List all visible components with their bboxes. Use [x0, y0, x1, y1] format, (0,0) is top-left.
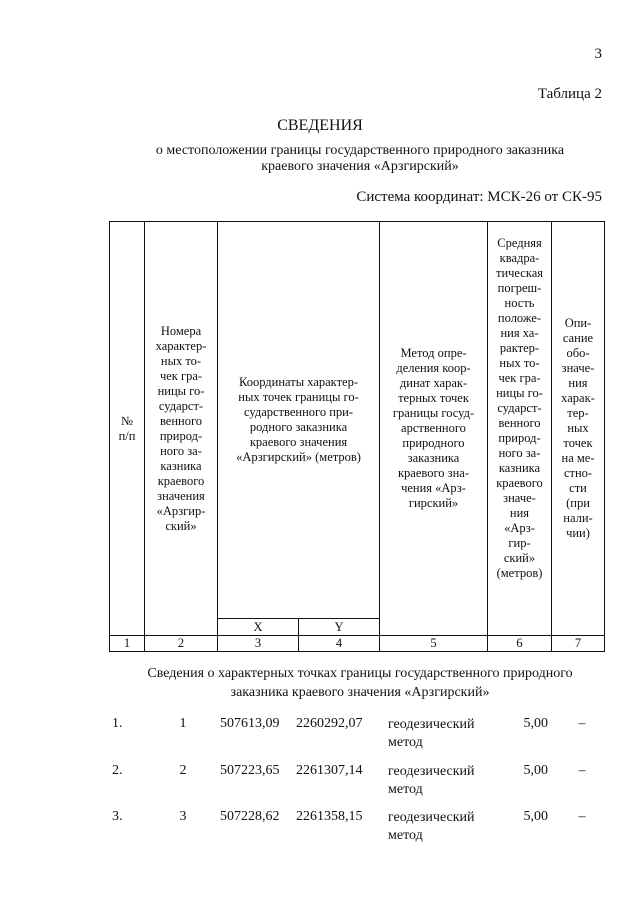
row-method	[388, 716, 488, 752]
header-table	[109, 221, 605, 652]
subtitle-line-2: краевого значения «Арзгирский»	[261, 159, 459, 174]
col-number: 3	[218, 636, 299, 652]
col-number: 7	[552, 636, 605, 652]
row-method-line-2: метод	[388, 735, 423, 750]
row-x: 507613,09	[220, 716, 280, 731]
row-method-line-1: геодезический	[388, 810, 475, 825]
coordinate-system: Система координат: МСК-26 от СК-95	[356, 189, 602, 205]
page-number: 3	[594, 46, 602, 62]
subtitle-line-1: о местоположении границы государственного природного заказника	[155, 143, 565, 158]
row-error: 5,00	[523, 809, 548, 824]
row-point: 3	[179, 809, 187, 824]
header-y: Y	[299, 619, 380, 636]
row-y: 2261358,15	[296, 809, 363, 824]
row-y: 2261307,14	[296, 763, 363, 778]
row-description: –	[578, 763, 586, 778]
row-method	[388, 763, 488, 799]
row-description: –	[578, 809, 586, 824]
row-index: 3.	[112, 809, 123, 824]
row-x: 507223,65	[220, 763, 280, 778]
col-number: 1	[110, 636, 145, 652]
table-number: Таблица 2	[537, 86, 602, 102]
row-method-line-1: геодезический	[388, 764, 475, 779]
header-point-numbers: Номера характер- ных то- чек гра- ницы го- сударст- венного природ- ного за- казника краевого значения «Арзгир- ский»	[145, 222, 218, 636]
row-method-line-2: метод	[388, 828, 423, 843]
row-error: 5,00	[523, 716, 548, 731]
header-coordinates: Координаты характер- ных точек границы го- сударственного при- родного заказника краевого значения «Арзгирский» (метров)	[218, 222, 380, 619]
row-index: 1.	[112, 716, 123, 731]
row-y: 2260292,07	[296, 716, 363, 731]
row-method-line-1: геодезический	[388, 717, 475, 732]
row-point: 1	[179, 716, 187, 731]
header-method: Метод опре- деления коор- динат харак- терных точек границы госуд- арственного природного заказника краевого зна- чения «Арз- гирский»	[380, 222, 488, 636]
section-title	[100, 664, 620, 702]
row-index: 2.	[112, 763, 123, 778]
row-point: 2	[179, 763, 187, 778]
row-method-line-2: метод	[388, 782, 423, 797]
col-number: 4	[299, 636, 380, 652]
section-title-line-2: заказника краевого значения «Арзгирский»	[230, 685, 490, 700]
col-number: 6	[488, 636, 552, 652]
document-title: СВЕДЕНИЯ	[277, 117, 363, 134]
header-error: Средняя квадра- тическая погреш- ность положе- ния ха- рактер- ных то- чек гра- ницы го- сударст- венного природ- ного за- казника краевого значе- ния «Арз- гир- ский» (метров)	[488, 222, 552, 636]
row-x: 507228,62	[220, 809, 280, 824]
section-title-line-1: Сведения о характерных точках границы государственного природного	[147, 666, 573, 681]
col-number: 2	[145, 636, 218, 652]
header-description: Опи- сание обо- значе- ния харак- тер- ных точек на ме- стно- сти (при нали- чии)	[552, 222, 605, 636]
col-number: 5	[380, 636, 488, 652]
row-description: –	[578, 716, 586, 731]
row-error: 5,00	[523, 763, 548, 778]
header-index: № п/п	[110, 222, 145, 636]
row-method	[388, 809, 488, 845]
header-x: X	[218, 619, 299, 636]
document-subtitle	[120, 143, 600, 175]
